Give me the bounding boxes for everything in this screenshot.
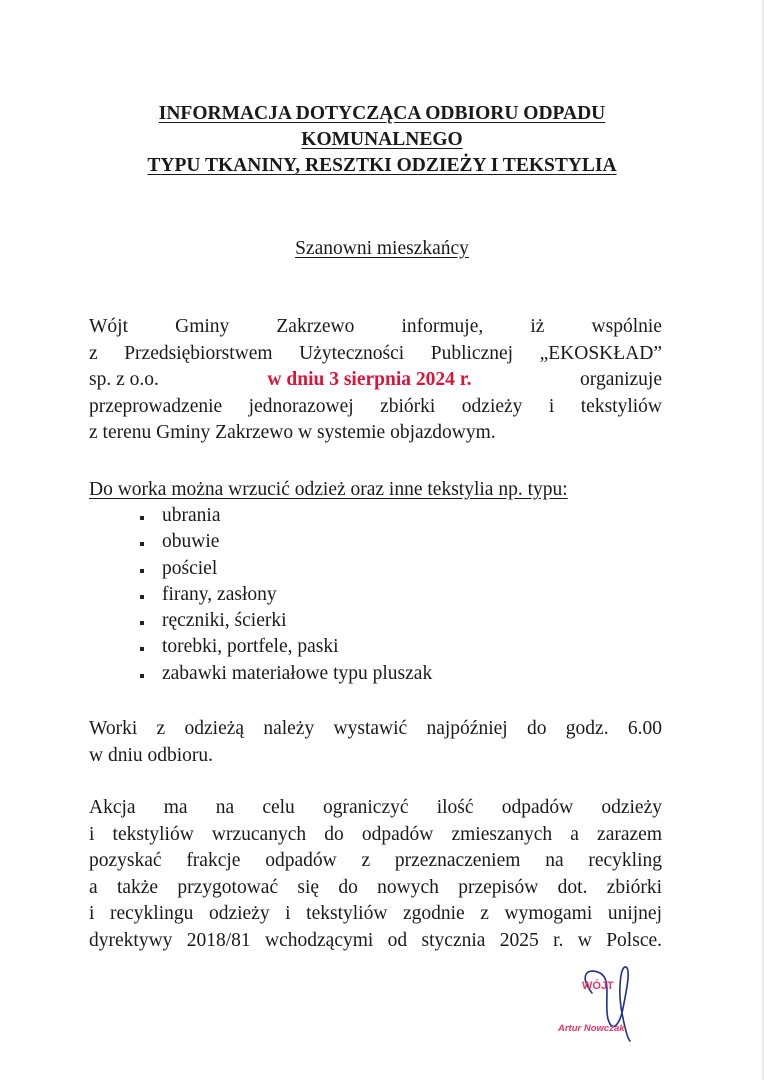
paragraph3-line5: i recyklingu odzieży i tekstyliów zgodnie z wymogami unijnej (89, 903, 662, 924)
greeting (0, 236, 764, 262)
paragraph3-line4: a także przygotować się do nowych przepisów dot. zbiórki (89, 876, 662, 898)
list-item: torebki, portfele, paski (137, 634, 432, 660)
paragraph-announcement (89, 314, 662, 447)
company-form: sp. z o.o. (89, 369, 159, 390)
list-item: ręczniki, ścierki (137, 608, 432, 634)
list-heading-text: Do worka można wrzucić odzież oraz inne tekstylia np. typu: (89, 479, 568, 500)
paragraph3-line2: i tekstyliów wrzucanych do odpadów zmieszanych a zarazem (89, 823, 662, 845)
title-line-2: KOMUNALNEGO (301, 129, 463, 150)
list-heading (89, 477, 568, 503)
word: Gminy (175, 316, 230, 337)
verb: organizuje (580, 369, 662, 390)
stamp-title: WÓJT (582, 980, 614, 992)
word: Wójt (89, 316, 128, 337)
paragraph1-line5: z terenu Gminy Zakrzewo w systemie objazdowym. (89, 422, 496, 443)
accepted-items-list (137, 503, 432, 687)
word: iż (530, 316, 545, 337)
paragraph3-line1: Akcja ma na celu ograniczyć ilość odpadów odzieży (89, 797, 662, 818)
paragraph3-line3: pozyskać frakcje odpadów z przeznaczeniem na recykling (89, 850, 662, 871)
paragraph-deadline (89, 716, 662, 769)
greeting-text: Szanowni mieszkańcy (295, 238, 469, 259)
paragraph2-line1: Worki z odzieżą należy wystawić najpóźniej do godz. 6.00 (89, 718, 662, 739)
paragraph3-line6: dyrektywy 2018/81 wchodzącymi od stycznia 2025 r. w Polsce. (89, 929, 662, 951)
paragraph1-line4: przeprowadzenie jednorazowej zbiórki odzieży i tekstyliów (89, 395, 662, 417)
word: Zakrzewo (276, 316, 355, 337)
document-title (0, 101, 764, 179)
paragraph-purpose (89, 795, 662, 954)
signature-stamp (548, 963, 658, 1043)
stamp-name: Artur Nowczak (558, 1023, 625, 1034)
word: wspólnie (591, 316, 662, 337)
paragraph1-line3 (89, 367, 662, 394)
list-item: firany, zasłony (137, 582, 432, 608)
title-line-3: TYPU TKANINY, RESZTKI ODZIEŻY I TEKSTYLIA (147, 155, 617, 176)
collection-date: w dniu 3 sierpnia 2024 r. (267, 369, 472, 390)
list-item: ubrania (137, 503, 432, 529)
list-item: zabawki materiałowe typu pluszak (137, 661, 432, 687)
list-item: obuwie (137, 529, 432, 555)
paragraph1-line1 (89, 314, 662, 341)
title-line-1: INFORMACJA DOTYCZĄCA ODBIORU ODPADU (158, 103, 606, 124)
list-item: pościel (137, 556, 432, 582)
word: informuje, (401, 316, 484, 337)
paragraph1-line2: z Przedsiębiorstwem Użyteczności Publicznej „EKOSKŁAD” (89, 342, 662, 364)
paragraph2-line2: w dniu odbioru. (89, 744, 214, 766)
